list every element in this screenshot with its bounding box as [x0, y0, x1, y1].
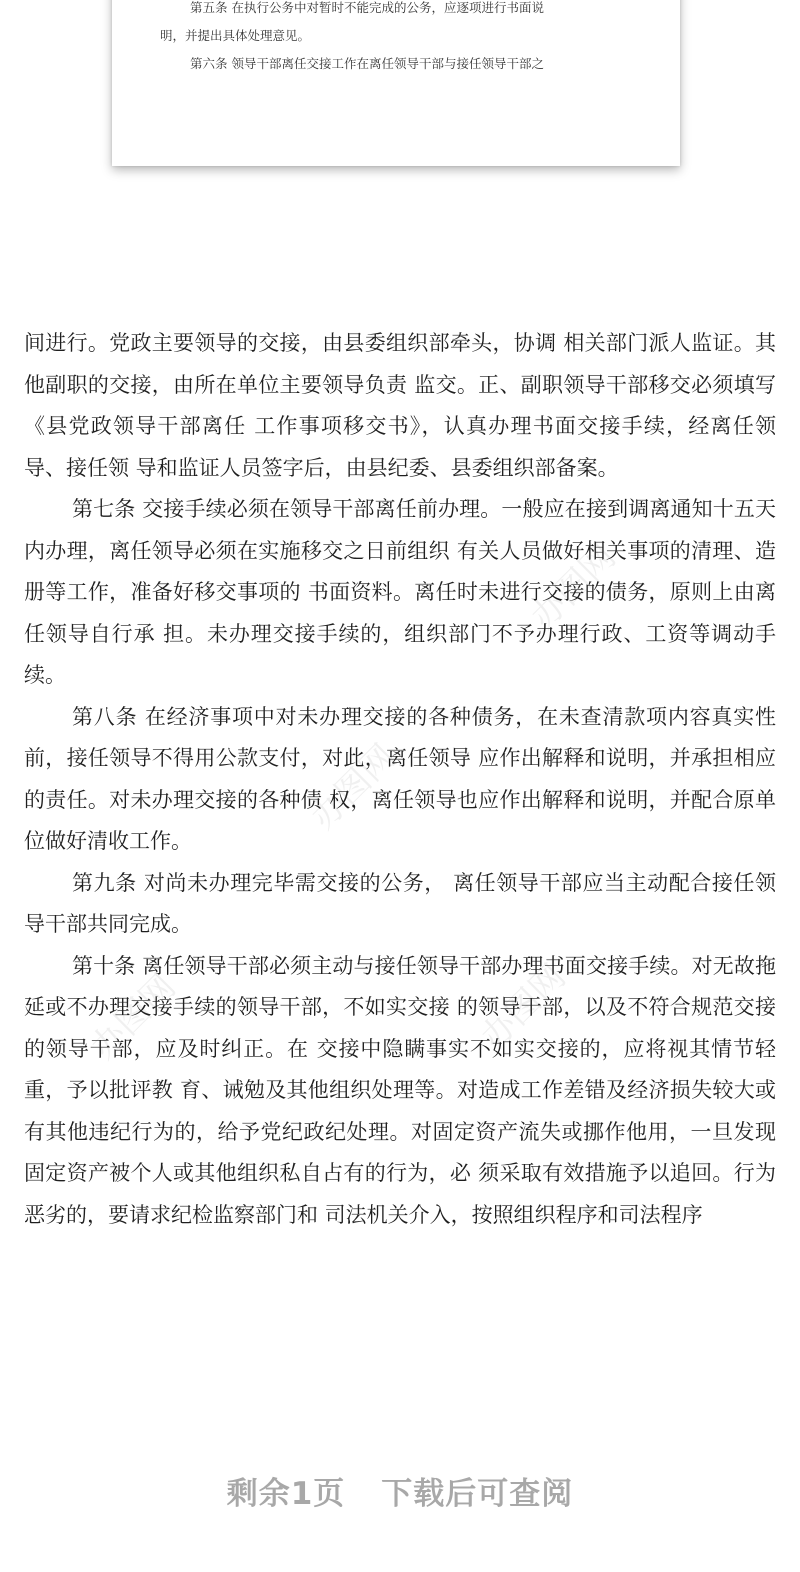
- paragraph: 第十条 离任领导干部必须主动与接任领导干部办理书面交接手续。对无故拖延或不办理交接手续的领导干部，不如实交接 的领导干部，以及不符合规范交接的领导干部，应及时纠正。在 交接中隐瞒事实不如实交接的，应将视其情节轻重，予以批评教 育、诫勉及其他组织处理等。对造成工作差错及经济损失较大或 有其他违纪行为的，给予党纪政纪处理。对固定资产流失或挪作他用，一旦发现固定资产被个人或其他组织私自占有的行为，必 须采取有效措施予以追回。行为恶劣的，要请求纪检监察部门和 司法机关介入，按照组织程序和司法程序: [24, 953, 776, 1227]
- preview-line: 第五条 在执行公务中对暂时不能完成的公务，应逐项进行书面说: [190, 0, 544, 15]
- document-body: [24, 323, 776, 1236]
- paragraph: 第九条 对尚未办理完毕需交接的公务， 离任领导干部应当主动配合接任领导干部共同完成。: [24, 870, 776, 936]
- paragraph: 第八条 在经济事项中对未办理交接的各种债务，在未查清款项内容真实性前，接任领导不得用公款支付，对此，离任领导 应作出解释和说明，并承担相应的责任。对未办理交接的各种债 权，离任领导也应作出解释和说明，并配合原单位做好清收工作。: [24, 704, 776, 853]
- watermark: 办图网: [303, 736, 404, 838]
- watermark: 办图网: [523, 536, 624, 638]
- download-to-view-label[interactable]: 下载后可查阅: [381, 1476, 574, 1512]
- paragraph: 第七条 交接手续必须在领导干部离任前办理。一般应在接到调离通知十五天内办理，离任领导必须在实施移交之日前组织 有关人员做好相关事项的清理、造册等工作，准备好移交事项的 书面资料。离任时未进行交接的债务，原则上由离任领导自行承 担。未办理交接手续的，组织部门不予办理行政、工资等调动手 续。: [24, 497, 776, 687]
- download-prompt[interactable]: [0, 1468, 800, 1513]
- remaining-pages-label[interactable]: 剩余1页: [226, 1476, 346, 1512]
- paragraph: 间进行。党政主要领导的交接，由县委组织部牵头，协调 相关部门派人监证。其他副职的交接，由所在单位主要领导负责 监交。正、副职领导干部移交必须填写《县党政领导干部离任 工作事项移交书》，认真办理书面交接手续，经离任领导、接任领 导和监证人员签字后，由县纪委、县委组织部备案。: [24, 331, 776, 480]
- preview-text-block: [160, 0, 635, 78]
- watermark: 办图网: [473, 956, 574, 1058]
- page-preview-card: [112, 0, 680, 166]
- preview-line: 第六条 领导干部离任交接工作在离任领导干部与接任领导干部之: [190, 56, 544, 71]
- preview-line: 明，并提出具体处理意见。: [160, 28, 311, 43]
- watermark: 办图网: [83, 966, 184, 1068]
